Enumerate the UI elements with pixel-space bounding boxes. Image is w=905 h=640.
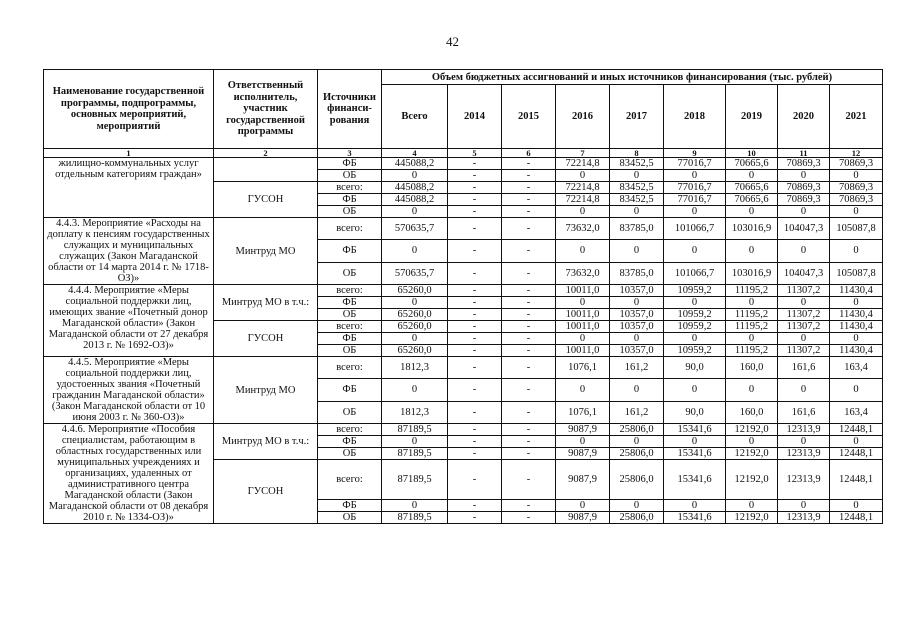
year-value-cell: 1076,1 [556,357,610,379]
year-value-cell: 90,0 [664,401,726,423]
year-value-cell: 12192,0 [726,424,778,436]
year-value-cell: 77016,7 [664,194,726,206]
year-value-cell: 10959,2 [664,345,726,357]
source-cell: всего: [318,321,382,333]
header-year: 2017 [610,85,664,149]
year-value-cell: - [502,194,556,206]
year-value-cell: 15341,6 [664,460,726,500]
source-cell: ОБ [318,206,382,218]
year-value-cell: 70869,3 [778,182,830,194]
page-number: 42 [446,34,459,49]
year-value-cell: 0 [778,206,830,218]
year-value-cell: 12448,1 [830,512,883,524]
year-value-cell: 9087,9 [556,512,610,524]
year-value-cell: 0 [778,297,830,309]
year-value-cell: - [502,345,556,357]
year-value-cell: 0 [556,240,610,262]
year-value-cell: 0 [664,297,726,309]
year-value-cell: 70869,3 [830,182,883,194]
year-value-cell: 1076,1 [556,401,610,423]
year-value-cell: 15341,6 [664,448,726,460]
year-value-cell: 0 [830,240,883,262]
year-value-cell: 101066,7 [664,262,726,284]
responsible-cell: Минтруд МО [214,357,318,424]
total-value-cell: 1812,3 [382,357,448,379]
year-value-cell: - [448,401,502,423]
year-value-cell: 10959,2 [664,309,726,321]
year-value-cell: 11307,2 [778,345,830,357]
year-value-cell: 73632,0 [556,262,610,284]
year-value-cell: 0 [556,500,610,512]
source-cell: всего: [318,460,382,500]
total-value-cell: 445088,2 [382,158,448,170]
year-value-cell: 161,6 [778,401,830,423]
source-cell: ФБ [318,436,382,448]
year-value-cell: - [502,309,556,321]
year-value-cell: 0 [726,379,778,401]
header-funding-group: Объем бюджетных ассигнований и иных источников финансирования (тыс. рублей) [382,70,883,85]
year-value-cell: 0 [610,379,664,401]
year-value-cell: 77016,7 [664,158,726,170]
header-year: 2021 [830,85,883,149]
year-value-cell: 160,0 [726,357,778,379]
total-value-cell: 0 [382,333,448,345]
total-value-cell: 87189,5 [382,424,448,436]
year-value-cell: - [502,297,556,309]
year-value-cell: 15341,6 [664,512,726,524]
year-value-cell: 70869,3 [778,194,830,206]
year-value-cell: - [502,158,556,170]
year-value-cell: 10011,0 [556,309,610,321]
year-value-cell: 11307,2 [778,321,830,333]
year-value-cell: 12192,0 [726,448,778,460]
year-value-cell: - [502,333,556,345]
source-cell: ФБ [318,379,382,401]
header-responsible: Ответственный исполнитель, участник государственной программы [214,70,318,149]
total-value-cell: 0 [382,206,448,218]
year-value-cell: 0 [556,333,610,345]
year-value-cell: 83452,5 [610,194,664,206]
total-value-cell: 1812,3 [382,401,448,423]
year-value-cell: 0 [726,333,778,345]
header-name: Наименование государственной программы, подпрограммы, основных мероприятий, мероприятий [44,70,214,149]
year-value-cell: 10357,0 [610,285,664,297]
year-value-cell: 25806,0 [610,512,664,524]
year-value-cell: 161,2 [610,401,664,423]
year-value-cell: 0 [610,436,664,448]
year-value-cell: 10357,0 [610,321,664,333]
responsible-cell: ГУСОН [214,182,318,218]
year-value-cell: 0 [778,379,830,401]
responsible-cell: ГУСОН [214,460,318,524]
year-value-cell: 103016,9 [726,218,778,240]
year-value-cell: - [448,158,502,170]
year-value-cell: - [502,240,556,262]
year-value-cell: 0 [610,500,664,512]
year-value-cell: - [502,182,556,194]
source-cell: ОБ [318,401,382,423]
table-row [44,218,883,240]
table-row [44,424,883,436]
year-value-cell: 0 [830,333,883,345]
source-cell: ОБ [318,262,382,284]
column-number: 7 [556,149,610,158]
year-value-cell: 72214,8 [556,182,610,194]
column-number: 11 [778,149,830,158]
responsible-cell: Минтруд МО [214,218,318,285]
funding-table-container [43,69,883,524]
year-value-cell: 9087,9 [556,448,610,460]
year-value-cell: 70869,3 [830,158,883,170]
year-value-cell: 9087,9 [556,460,610,500]
header-year: 2019 [726,85,778,149]
year-value-cell: 163,4 [830,401,883,423]
year-value-cell: 161,2 [610,357,664,379]
year-value-cell: 11430,4 [830,285,883,297]
source-cell: ОБ [318,170,382,182]
year-value-cell: 0 [726,297,778,309]
year-value-cell: 12313,9 [778,448,830,460]
year-value-cell: 0 [556,206,610,218]
year-value-cell: 10011,0 [556,321,610,333]
year-value-cell: 0 [610,333,664,345]
header-year: 2015 [502,85,556,149]
year-value-cell: 0 [778,436,830,448]
total-value-cell: 87189,5 [382,460,448,500]
year-value-cell: 10357,0 [610,309,664,321]
year-value-cell: 104047,3 [778,218,830,240]
year-value-cell: 0 [830,170,883,182]
total-value-cell: 65260,0 [382,309,448,321]
year-value-cell: 10959,2 [664,321,726,333]
year-value-cell: 0 [726,206,778,218]
year-value-cell: 77016,7 [664,182,726,194]
year-value-cell: 73632,0 [556,218,610,240]
year-value-cell: 11195,2 [726,285,778,297]
year-value-cell: 72214,8 [556,158,610,170]
year-value-cell: 0 [664,500,726,512]
total-value-cell: 445088,2 [382,194,448,206]
year-value-cell: - [448,297,502,309]
year-value-cell: - [502,379,556,401]
year-value-cell: 161,6 [778,357,830,379]
activity-name-cell: 4.4.4. Мероприятие «Меры социальной поддержки лиц, имеющих звание «Почетный донор Магаданской области» (Закон Магаданской области от 27 декабря 2013 г. № 1692-ОЗ)» [44,285,214,357]
year-value-cell: 101066,7 [664,218,726,240]
total-value-cell: 87189,5 [382,448,448,460]
column-number: 9 [664,149,726,158]
year-value-cell: 72214,8 [556,194,610,206]
header-year: 2014 [448,85,502,149]
column-number: 6 [502,149,556,158]
year-value-cell: - [502,285,556,297]
responsible-cell [214,158,318,182]
year-value-cell: 12448,1 [830,460,883,500]
column-number: 3 [318,149,382,158]
year-value-cell: 0 [830,206,883,218]
responsible-cell: Минтруд МО в т.ч.: [214,285,318,321]
year-value-cell: 160,0 [726,401,778,423]
year-value-cell: 70665,6 [726,194,778,206]
year-value-cell: 12192,0 [726,512,778,524]
total-value-cell: 65260,0 [382,321,448,333]
year-value-cell: - [448,321,502,333]
year-value-cell: 0 [830,297,883,309]
header-sources: Источники финанси-рования [318,70,382,149]
year-value-cell: 12448,1 [830,448,883,460]
table-row [44,285,883,297]
year-value-cell: 12313,9 [778,460,830,500]
column-number: 8 [610,149,664,158]
year-value-cell: 10011,0 [556,345,610,357]
source-cell: ФБ [318,158,382,170]
year-value-cell: 70665,6 [726,158,778,170]
year-value-cell: 0 [778,333,830,345]
year-value-cell: 0 [726,436,778,448]
year-value-cell: - [448,357,502,379]
year-value-cell: 11195,2 [726,309,778,321]
year-value-cell: 90,0 [664,357,726,379]
year-value-cell: 83785,0 [610,218,664,240]
source-cell: всего: [318,424,382,436]
column-number: 1 [44,149,214,158]
year-value-cell: - [448,460,502,500]
year-value-cell: 0 [778,240,830,262]
year-value-cell: 0 [726,170,778,182]
year-value-cell: - [448,194,502,206]
activity-name-cell: 4.4.6. Мероприятие «Пособия специалистам, работающим в областных государственных или муниципальных учреждениях и организациях, удаленных от административного центра Магаданской области (Закон Магаданской области от 08 декабря 2010 г. № 1334-ОЗ)» [44,424,214,524]
source-cell: ОБ [318,309,382,321]
year-value-cell: 0 [556,297,610,309]
year-value-cell: 15341,6 [664,424,726,436]
year-value-cell: 83452,5 [610,158,664,170]
year-value-cell: 0 [664,436,726,448]
year-value-cell: 0 [664,333,726,345]
year-value-cell: 10011,0 [556,285,610,297]
column-number-row [44,149,883,158]
responsible-cell: ГУСОН [214,321,318,357]
source-cell: ФБ [318,333,382,345]
year-value-cell: 11195,2 [726,321,778,333]
total-value-cell: 0 [382,297,448,309]
year-value-cell: 0 [664,240,726,262]
table-row [44,158,883,170]
year-value-cell: 12448,1 [830,424,883,436]
year-value-cell: 25806,0 [610,424,664,436]
year-value-cell: 12313,9 [778,512,830,524]
column-number: 12 [830,149,883,158]
activity-name-cell: 4.4.3. Мероприятие «Расходы на доплату к пенсиям государственных служащих и муниципальных служащих (Закон Магаданской области от 14 марта 2014 г. № 1718-ОЗ)» [44,218,214,285]
year-value-cell: 11195,2 [726,345,778,357]
year-value-cell: 0 [610,206,664,218]
source-cell: ОБ [318,345,382,357]
year-value-cell: - [502,512,556,524]
year-value-cell: 70665,6 [726,182,778,194]
header-year: 2018 [664,85,726,149]
source-cell: всего: [318,218,382,240]
total-value-cell: 87189,5 [382,512,448,524]
year-value-cell: - [448,500,502,512]
year-value-cell: - [448,424,502,436]
total-value-cell: 65260,0 [382,285,448,297]
year-value-cell: - [448,218,502,240]
year-value-cell: 25806,0 [610,460,664,500]
year-value-cell: 11430,4 [830,345,883,357]
year-value-cell: 70869,3 [830,194,883,206]
total-value-cell: 445088,2 [382,182,448,194]
column-number: 2 [214,149,318,158]
year-value-cell: 10959,2 [664,285,726,297]
source-cell: ОБ [318,512,382,524]
source-cell: ФБ [318,194,382,206]
year-value-cell: 0 [556,170,610,182]
year-value-cell: 25806,0 [610,448,664,460]
year-value-cell: 70869,3 [778,158,830,170]
year-value-cell: 0 [830,379,883,401]
year-value-cell: 0 [778,170,830,182]
source-cell: ФБ [318,297,382,309]
year-value-cell: - [448,512,502,524]
year-value-cell: - [502,262,556,284]
year-value-cell: 0 [556,379,610,401]
year-value-cell: 0 [556,436,610,448]
year-value-cell: - [502,448,556,460]
column-number: 4 [382,149,448,158]
year-value-cell: - [502,321,556,333]
activity-name-cell: 4.4.5. Мероприятие «Меры социальной поддержки лиц, удостоенных звания «Почетный гражданин Магаданской области» (Закон Магаданской области от 10 июня 2003 г. № 360-ОЗ)» [44,357,214,424]
year-value-cell: 83452,5 [610,182,664,194]
year-value-cell: 0 [830,500,883,512]
year-value-cell: 104047,3 [778,262,830,284]
year-value-cell: - [502,218,556,240]
year-value-cell: 12192,0 [726,460,778,500]
year-value-cell: 105087,8 [830,218,883,240]
year-value-cell: - [448,240,502,262]
column-number: 5 [448,149,502,158]
year-value-cell: 0 [664,170,726,182]
year-value-cell: - [502,401,556,423]
source-cell: всего: [318,285,382,297]
source-cell: всего: [318,182,382,194]
year-value-cell: 103016,9 [726,262,778,284]
year-value-cell: - [448,436,502,448]
year-value-cell: - [502,436,556,448]
year-value-cell: - [448,309,502,321]
total-value-cell: 0 [382,379,448,401]
year-value-cell: 11307,2 [778,285,830,297]
year-value-cell: - [448,333,502,345]
year-value-cell: 0 [726,500,778,512]
total-value-cell: 570635,7 [382,262,448,284]
year-value-cell: - [502,170,556,182]
header-total: Всего [382,85,448,149]
year-value-cell: - [448,448,502,460]
year-value-cell: 0 [726,240,778,262]
responsible-cell: Минтруд МО в т.ч.: [214,424,318,460]
year-value-cell: 83785,0 [610,262,664,284]
year-value-cell: 0 [610,170,664,182]
table-body [44,158,883,524]
year-value-cell: - [448,182,502,194]
year-value-cell: 0 [664,206,726,218]
table-row [44,357,883,379]
source-cell: ФБ [318,240,382,262]
year-value-cell: 163,4 [830,357,883,379]
year-value-cell: 9087,9 [556,424,610,436]
source-cell: всего: [318,357,382,379]
year-value-cell: 0 [610,297,664,309]
total-value-cell: 65260,0 [382,345,448,357]
year-value-cell: - [448,379,502,401]
year-value-cell: 12313,9 [778,424,830,436]
year-value-cell: - [448,170,502,182]
year-value-cell: - [448,345,502,357]
funding-table [43,69,883,524]
total-value-cell: 0 [382,170,448,182]
year-value-cell: - [502,206,556,218]
year-value-cell: 105087,8 [830,262,883,284]
total-value-cell: 570635,7 [382,218,448,240]
year-value-cell: 0 [830,436,883,448]
year-value-cell: 0 [778,500,830,512]
year-value-cell: - [502,500,556,512]
year-value-cell: - [502,357,556,379]
year-value-cell: 11307,2 [778,309,830,321]
column-number: 10 [726,149,778,158]
year-value-cell: 10357,0 [610,345,664,357]
year-value-cell: - [502,424,556,436]
year-value-cell: 11430,4 [830,309,883,321]
source-cell: ОБ [318,448,382,460]
year-value-cell: - [448,262,502,284]
activity-name-cell: жилищно-коммунальных услуг отдельным категориям граждан» [44,158,214,218]
source-cell: ФБ [318,500,382,512]
year-value-cell: 0 [610,240,664,262]
total-value-cell: 0 [382,500,448,512]
header-year: 2020 [778,85,830,149]
year-value-cell: - [448,285,502,297]
year-value-cell: - [448,206,502,218]
header-year: 2016 [556,85,610,149]
total-value-cell: 0 [382,240,448,262]
year-value-cell: - [502,460,556,500]
year-value-cell: 0 [664,379,726,401]
year-value-cell: 11430,4 [830,321,883,333]
total-value-cell: 0 [382,436,448,448]
